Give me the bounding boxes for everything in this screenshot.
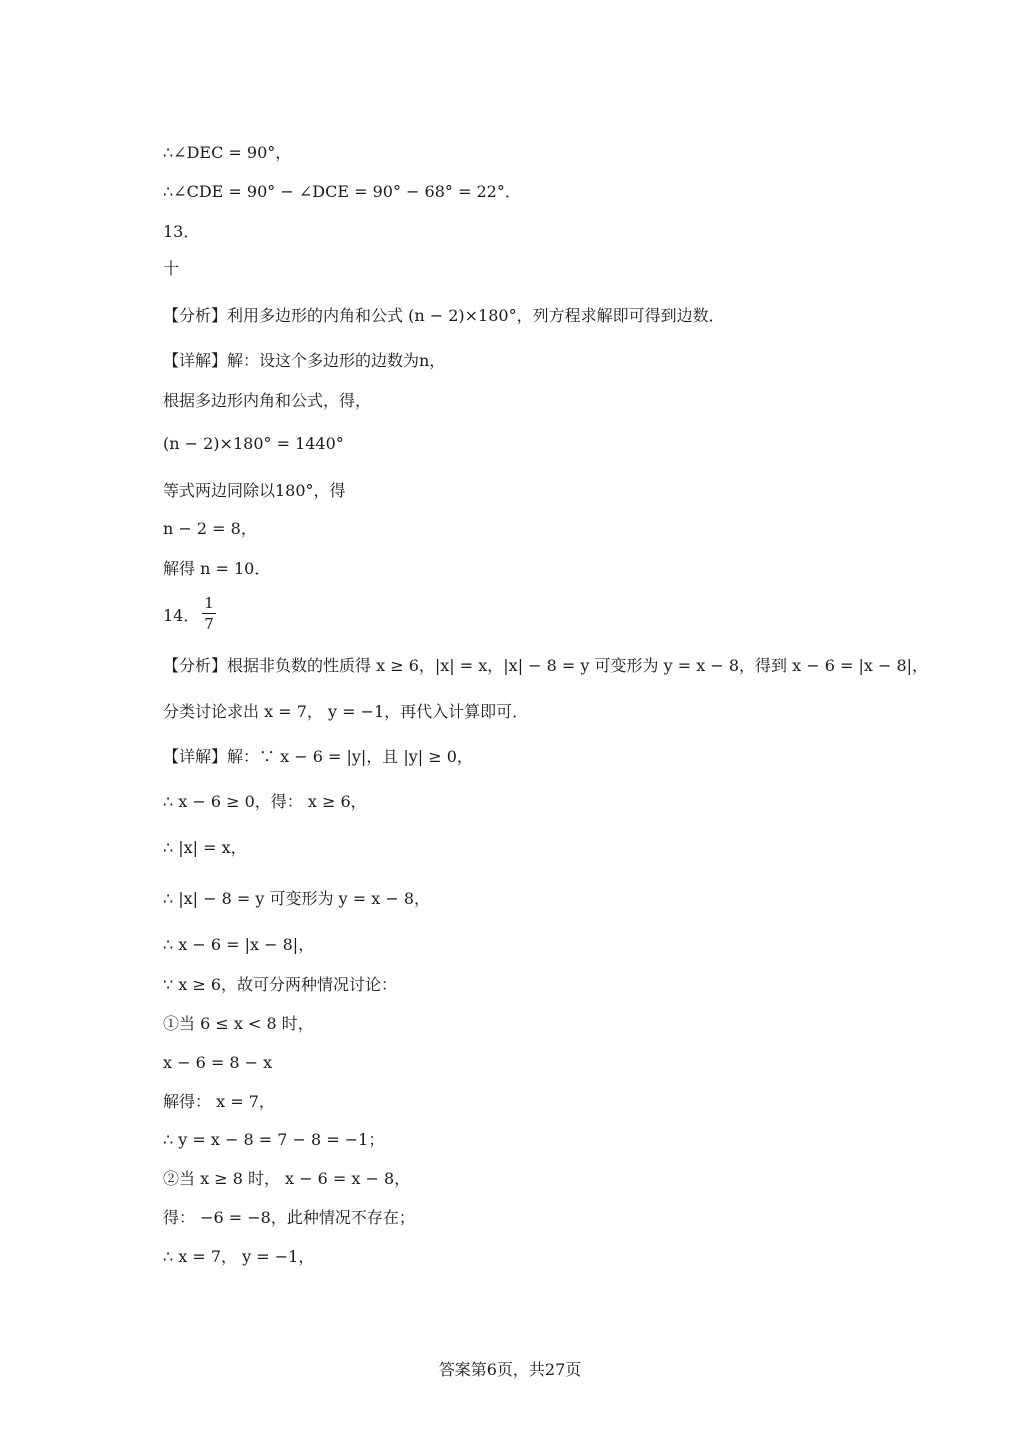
text-line: 根据多边形内角和公式，得， xyxy=(163,391,372,410)
answer-fraction xyxy=(202,594,216,633)
fraction-numerator: 1 xyxy=(204,594,214,612)
text-line: ∴ x = 7， y = −1， xyxy=(163,1247,315,1266)
question-number: 13． xyxy=(163,222,200,241)
analysis-line: 【分析】利用多边形的内角和公式 (n − 2)×180°，列方程求解即可得到边数． xyxy=(163,306,725,325)
text-line: 得： −6 = −8，此种情况不存在； xyxy=(163,1208,415,1227)
text-line: ∴ x − 6 = |x − 8|， xyxy=(163,935,315,954)
text-line: ∴ x − 6 ≥ 0，得： x ≥ 6， xyxy=(163,792,367,811)
text-line: ∴ |x| = x， xyxy=(163,838,247,857)
text-line: ∵ x ≥ 6，故可分两种情况讨论： xyxy=(163,975,398,994)
fraction-denominator: 7 xyxy=(204,615,214,633)
solution-line: 【详解】解：∵ x − 6 = |y|，且 |y| ≥ 0， xyxy=(163,747,473,766)
solution-line: 【详解】解：设这个多边形的边数为n， xyxy=(163,351,446,370)
question-number: 14． xyxy=(163,606,200,625)
fraction-bar xyxy=(202,613,216,614)
text-line: ∴ |x| − 8 = y 可变形为 y = x − 8， xyxy=(163,889,431,908)
text-line: ∴∠CDE = 90° − ∠DCE = 90° − 68° = 22°． xyxy=(163,182,521,201)
analysis-line: 【分析】根据非负数的性质得 x ≥ 6，|x| = x，|x| − 8 = y 可变形为 y = x − 8，得到 x − 6 = |x − 8|， xyxy=(163,656,929,675)
case-line: ①当 6 ≤ x < 8 时， xyxy=(163,1014,314,1033)
text-line: ∴∠DEC = 90°， xyxy=(163,143,292,162)
text-line: 解得 n = 10． xyxy=(163,559,271,578)
equation-line: (n − 2)×180° = 1440° xyxy=(163,434,344,453)
text-line: 等式两边同除以180°，得 xyxy=(163,481,346,500)
text-line: ∴ y = x − 8 = 7 − 8 = −1； xyxy=(163,1130,385,1149)
text-line: 解得： x = 7， xyxy=(163,1092,275,1111)
equation-line: n − 2 = 8， xyxy=(163,519,257,538)
answer-value: 十 xyxy=(163,259,180,278)
text-line: 分类讨论求出 x = 7， y = −1，再代入计算即可． xyxy=(163,702,529,721)
page-footer: 答案第6页，共27页 xyxy=(438,1360,582,1379)
case-line: ②当 x ≥ 8 时， x − 6 = x − 8， xyxy=(163,1169,411,1188)
equation-line: x − 6 = 8 − x xyxy=(163,1053,273,1072)
